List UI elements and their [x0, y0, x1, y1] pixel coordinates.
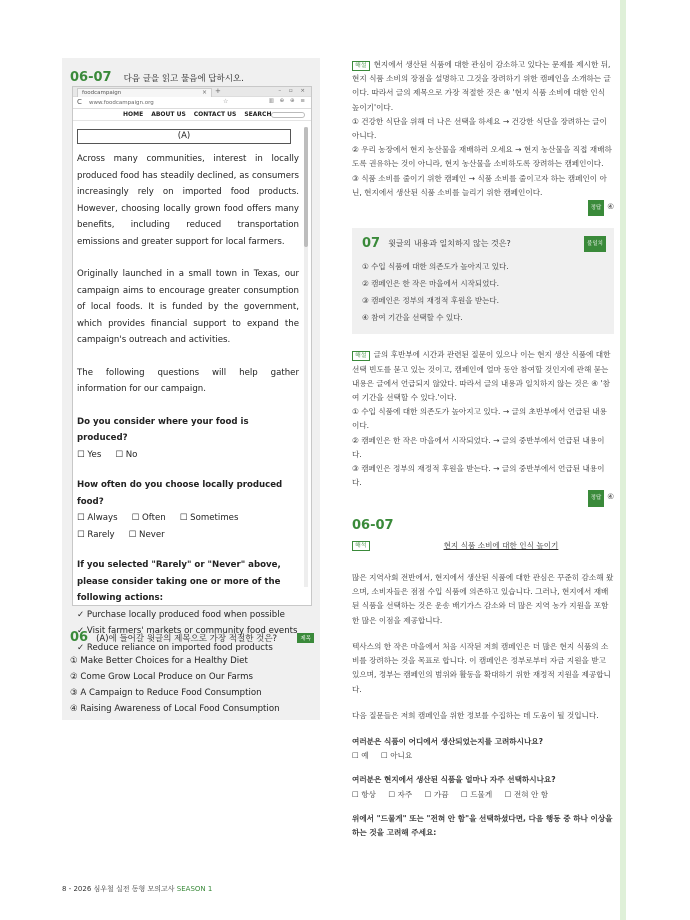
option-sometimes: ☐ 가끔 [424, 789, 449, 799]
action-item: ✓ Purchase locally produced food when possible [77, 609, 285, 620]
question-07-tag: 불일치 [584, 236, 606, 252]
explanation-07-point: ③ 캠페인은 정부의 재정적 후원을 받는다. → 글의 중반부에서 언급된 내용이다. [352, 464, 605, 488]
explanation-07-text: 글의 후반부에 시간과 관련된 질문이 있으나 이는 현지 생산 식품에 대한 선택 빈도를 묻고 있는 것이고, 캠페인에 얼마 동안 참여할 것인지에 관해 묻는 내용은 글에서 언급되지 않았다. 따라서 글의 내용과 일치하지 않는 것은 ④ '참여 기간을 선택할 수 있다.'이다. [352, 350, 611, 403]
question-07-prompt: 윗글의 내용과 일치하지 않는 것은? [388, 239, 511, 249]
tab-close-icon[interactable]: × [201, 89, 207, 96]
answer-tag: 정답 [588, 200, 605, 216]
translation-para-1: 많은 지역사회 전반에서, 현지에서 생산된 식품에 대한 관심은 꾸준히 감소해 왔으며, 소비자들은 점점 수입 식품에 의존하고 있습니다. 그러나, 현지에서 재배된 식품을 선택하는 것은 운송 배기가스 감소와 더 많은 지역 농가 지원을 포함한 많은 이점을 제공합니다. [352, 573, 614, 625]
action-item: ✓ Reduce reliance on imported food products [77, 642, 273, 653]
answer-06 [352, 200, 614, 216]
page-content [77, 129, 299, 656]
explanation-column [352, 58, 614, 840]
option-often[interactable]: ☐ Often [131, 513, 166, 523]
title-blank-box: (A) [77, 129, 291, 144]
translation-section-number: 06-07 [352, 517, 394, 533]
choice-2[interactable]: ② Come Grow Local Produce on Our Farms [70, 672, 253, 682]
new-tab-icon[interactable]: + [215, 87, 221, 95]
explanation-06-text: 현지에서 생산된 식품에 대한 관심이 감소하고 있다는 문제를 제시한 뒤, 현지 식품 소비의 장점을 설명하고 그것을 장려하기 위한 캠페인을 소개하는 글이다. 따라서 글의 제목으로 가장 적절한 것은 ④ '현지 식품 소비에 대한 인식 높이기'이다. [352, 60, 611, 112]
explanation-06-point: ② 우리 농장에서 현지 농산물을 재배하러 오세요 → 현지 농산물을 직접 재배하도록 권유하는 것이 아니라, 현지 농산물을 소비하도록 장려하는 캠페인이다. [352, 145, 612, 169]
option-always: ☐ 항상 [352, 789, 376, 799]
explanation-tag: 해설 [352, 351, 370, 361]
option-always[interactable]: ☐ Always [77, 513, 118, 523]
question-07-header [362, 236, 606, 252]
explanation-06-point: ③ 식품 소비를 줄이기 위한 캠페인 → 식품 소비를 줄이고자 하는 캠페인이 아닌, 현지에서 생산된 식품 소비를 늘리기 위한 캠페인이다. [352, 173, 607, 197]
question-07 [352, 228, 614, 334]
page-footer [62, 884, 212, 894]
option-often: ☐ 자주 [388, 789, 413, 799]
question-06-options [70, 653, 314, 717]
footer-season: SEASON 1 [176, 885, 213, 893]
explanation-07-point: ① 수입 식품에 대한 의존도가 높아지고 있다. → 글의 초반부에서 언급된 내용이다. [352, 407, 607, 431]
reload-icon[interactable]: C [77, 98, 82, 106]
option-yes[interactable]: ☐ Yes [77, 449, 102, 460]
page-side-rule [620, 0, 626, 920]
question-06-tag: 제목 [297, 633, 314, 643]
choice-3[interactable]: ③ 캠페인은 정부의 재정적 후원을 받는다. [362, 296, 499, 306]
option-sometimes[interactable]: ☐ Sometimes [179, 513, 239, 523]
survey-options-2 [77, 510, 299, 543]
explanation-07-point: ② 캠페인은 한 작은 마을에서 시작되었다. → 글의 중반부에서 언급된 내용이다. [352, 435, 605, 459]
nav-about-us[interactable]: ABOUT US [151, 111, 186, 118]
search-input[interactable] [271, 112, 305, 118]
nav-search[interactable]: SEARCH [244, 111, 272, 118]
address-bar [73, 97, 311, 109]
question-06 [70, 630, 314, 717]
nav-contact-us[interactable]: CONTACT US [193, 111, 237, 118]
choice-2[interactable]: ② 캠페인은 한 작은 마을에서 시작되었다. [362, 279, 499, 289]
option-no[interactable]: ☐ No [115, 449, 138, 460]
explanation-07 [352, 348, 614, 405]
question-number: 06-07 [70, 70, 112, 85]
option-yes: ☐ 예 [352, 751, 369, 761]
tab-title: foodcampaign [82, 90, 122, 96]
explanation-06-point: ① 건강한 식단을 위해 더 나은 선택을 하세요 → 건강한 식단을 장려하는 글이 아니다. [352, 116, 607, 141]
action-item: ✓ Visit farmers' markets or community food events [77, 626, 298, 636]
answer-06-value: ④ [607, 202, 614, 212]
question-06-prompt: (A)에 들어갈 윗글의 제목으로 가장 적절한 것은? [96, 633, 278, 644]
translation-title: 현지 식품 소비에 대한 인식 높이기 [443, 540, 559, 550]
choice-4[interactable]: ④ Raising Awareness of Local Food Consumption [70, 704, 280, 714]
window-controls-icon[interactable]: – ▫ × [278, 88, 308, 94]
choice-4[interactable]: ④ 참여 기간을 선택할 수 있다. [362, 313, 463, 323]
translation-tag: 해석 [352, 541, 370, 551]
url-input[interactable]: www.foodcampaign.org [89, 100, 154, 106]
answer-07 [352, 490, 614, 506]
bookmark-star-icon[interactable]: ☆ [223, 98, 229, 105]
explanation-06 [352, 58, 614, 115]
nav-home[interactable]: HOME [123, 111, 144, 118]
choice-1[interactable]: ① 수입 식품에 대한 의존도가 높아지고 있다. [362, 262, 509, 272]
page-number: 8 [62, 885, 67, 893]
question-instruction: 다음 글을 읽고 물음에 답하시오. [123, 74, 244, 84]
browser-tools-icon[interactable]: ▥ ⊕ ⊕ ≡ [268, 98, 307, 104]
answer-tag: 정답 [588, 490, 605, 506]
question-header [70, 70, 244, 85]
option-rarely: ☐ 드물게 [460, 789, 493, 799]
translation-title-row [352, 539, 614, 553]
survey-question-3: If you selected "Rarely" or "Never" above, please consider taking one or more of the following actions: [77, 560, 281, 603]
survey-question-2: How often do you choose locally produced food? [77, 480, 283, 507]
choice-3[interactable]: ③ A Campaign to Reduce Food Consumption [70, 688, 262, 698]
passage-para-1: Across many communities, interest in locally produced food has steadily declined, as consumers increasingly rely on imported food products. However, choosing locally grown food offers many benefits, including reduced transportation emissions and greater support for local farmers. [77, 154, 299, 247]
translation-question-2: 여러분은 현지에서 생산된 식품을 얼마나 자주 선택하시나요? [352, 775, 556, 785]
site-nav [73, 109, 311, 121]
browser-tab-bar [73, 87, 311, 97]
option-never: ☐ 전혀 안 함 [504, 789, 549, 799]
scroll-thumb[interactable] [304, 127, 308, 247]
browser-tab[interactable] [77, 88, 212, 97]
passage-para-2: Originally launched in a small town in Texas, our campaign aims to encourage greater consumption of local foods. It is funded by the government, which provides financial support to expand the campaign's outreach and activities. [77, 269, 299, 345]
translation-options-1 [352, 749, 614, 763]
survey-question-1: Do you consider where your food is produced? [77, 416, 249, 443]
answer-07-value: ④ [607, 492, 614, 502]
translation-question-1: 여러분은 식품이 어디에서 생산되었는지를 고려하시나요? [352, 736, 544, 746]
choice-1[interactable]: ① Make Better Choices for a Healthy Diet [70, 656, 248, 666]
explanation-tag: 해설 [352, 61, 370, 71]
passage-para-3: The following questions will help gather information for our campaign. [77, 367, 299, 394]
question-07-number: 07 [362, 236, 381, 252]
question-06-number: 06 [70, 630, 89, 645]
question-07-options [362, 258, 606, 326]
scrollbar[interactable] [304, 127, 308, 587]
option-no: ☐ 아니요 [380, 751, 413, 761]
option-never[interactable]: ☐ Never [128, 529, 165, 540]
translation-options-2 [352, 788, 614, 802]
translation-para-2: 텍사스의 한 작은 마을에서 처음 시작된 저희 캠페인은 더 많은 현지 식품의 소비를 장려하는 것을 목표로 합니다. 이 캠페인은 정부로부터 자금 지원을 받고 있으며, 정부는 캠페인의 범위와 활동을 확대하기 위한 재정적 지원을 제공합니다. [352, 641, 611, 694]
translation-para-3: 다음 질문들은 저희 캠페인을 위한 정보를 수집하는 데 도움이 될 것입니다. [352, 710, 599, 720]
translation-question-3: 위에서 "드물게" 또는 "전혀 안 함"을 선택하셨다면, 다음 행동 중 하나 이상을 하는 것을 고려해 주세요: [352, 813, 613, 837]
question-06-header [70, 630, 314, 645]
option-rarely[interactable]: ☐ Rarely [77, 529, 115, 540]
survey-options-1 [77, 447, 299, 464]
footer-text: - 2026 심우철 실전 동형 모의고사 [68, 885, 175, 893]
